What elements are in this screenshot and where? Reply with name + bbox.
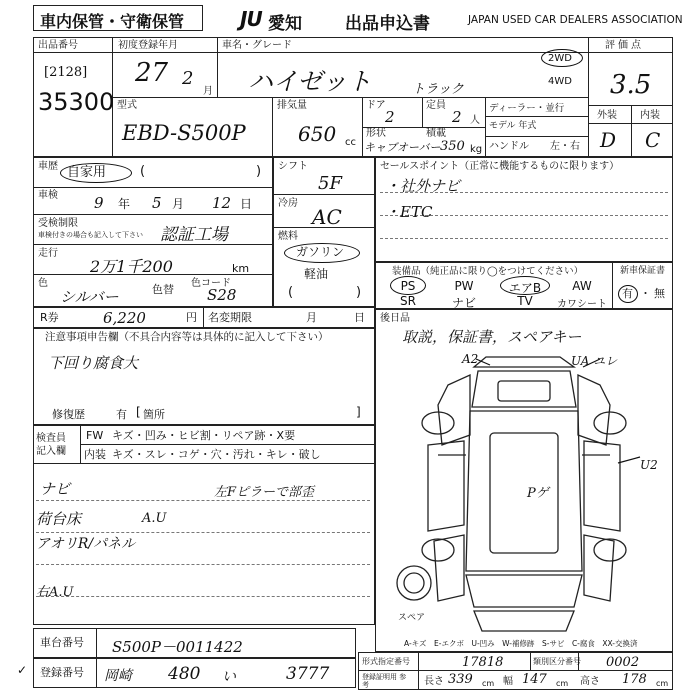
inspector-note-pillar: 左Fピラーで部歪	[214, 485, 315, 500]
fuel-gasoline[interactable]: ガソリン	[296, 245, 345, 259]
model-year-label: モデル 年式	[489, 121, 537, 131]
length-value: 339	[448, 672, 473, 687]
chassis-value: S500P－0011422	[112, 638, 243, 656]
capacity-value: 2	[452, 108, 462, 126]
equip-navi[interactable]: ナビ	[451, 296, 476, 310]
history-label: 車歴	[38, 161, 58, 172]
name-change-month: 月	[306, 311, 317, 324]
registration-label: 初度登録年月	[118, 40, 178, 51]
storage-title: 車内保管・守衛保管	[40, 12, 185, 31]
recycle-frame	[33, 307, 375, 328]
equip-airbag-circle	[500, 276, 550, 295]
exterior-grade: D	[600, 128, 617, 152]
attachments-label: 後日品	[380, 313, 410, 324]
inspector-note-au: A.U	[142, 511, 167, 526]
width-label: 幅	[503, 676, 513, 687]
inspector-row2-head: 内装	[84, 448, 106, 461]
chassis-label: 車台番号	[40, 636, 84, 649]
width-unit: cm	[556, 679, 569, 688]
load-label: 積載	[426, 128, 446, 139]
recycle-label: R券	[40, 311, 59, 324]
interior-grade: C	[645, 128, 661, 152]
inspection-year-unit: 年	[118, 197, 131, 211]
inspection-label: 車検	[38, 190, 58, 201]
color-code-value: S28	[207, 286, 237, 304]
equip-seat[interactable]: カワシート	[557, 299, 607, 310]
association-name: JAPAN USED CAR DEALERS ASSOCIATION	[468, 14, 683, 26]
model-no-value: 17818	[462, 655, 504, 670]
shape-value: キャブオーバー	[364, 141, 441, 154]
plate-number: 480	[168, 664, 201, 684]
drive-2wd[interactable]: 2WD	[548, 53, 572, 64]
equip-tv[interactable]: TV	[517, 294, 533, 308]
load-unit: kg	[470, 144, 483, 155]
inspection-month: 5	[152, 194, 162, 212]
inspector-row1: キズ・凹み・ヒビ割・リペア跡・X要	[112, 429, 296, 442]
logo-text: 愛知	[268, 14, 302, 34]
capacity-unit: 人	[470, 115, 480, 126]
model-label: 車名・グレード	[222, 40, 292, 51]
spare-label: スペア	[398, 613, 426, 623]
inspector-note-bed: 荷台床	[36, 510, 82, 528]
history-value: 自家用	[67, 165, 107, 180]
inspection-month-unit: 月	[172, 197, 185, 211]
receiving-value: 認証工場	[160, 225, 228, 245]
notes-label: 注意事項申告欄（不具合内容等は具体的に記入して下さい）	[45, 331, 329, 343]
displacement-label: 排気量	[277, 100, 307, 111]
shift-label: シフト	[278, 161, 308, 172]
selling-point-1: ・社外ナビ	[385, 177, 461, 195]
damage-label-front-right: UA ユレ	[571, 354, 618, 368]
cooling-label: 冷房	[278, 198, 298, 209]
rating-score: 3.5	[610, 70, 652, 100]
damage-label-front-left: A2	[462, 352, 479, 366]
type-label: 型式	[117, 100, 137, 111]
repair-value: 有	[116, 408, 127, 421]
shape-label: 形状	[366, 128, 386, 139]
registration-year: 27	[135, 58, 169, 88]
repair-label: 修復歴	[52, 408, 85, 421]
car-diagram	[378, 345, 670, 640]
inspection-year: 9	[94, 194, 104, 212]
inspector-note-panel: アオリR/パネル	[36, 536, 136, 552]
inspection-day-unit: 日	[240, 197, 253, 211]
repair-bracket-open: [	[136, 405, 141, 419]
shift-value: 5F	[318, 173, 342, 194]
cert-ref-label: 登録証明用 参考	[362, 673, 407, 689]
equip-aw[interactable]: AW	[572, 279, 592, 293]
selling-points-label: セールスポイント（正常に機能するものに限ります）	[380, 161, 620, 172]
drive-4wd[interactable]: 4WD	[548, 76, 572, 87]
warranty-no[interactable]: 無	[654, 287, 665, 300]
notes-value: 下回り腐食大	[48, 354, 139, 372]
registration-month: 2	[182, 68, 194, 89]
inspector-row1-head: FW	[86, 429, 104, 442]
model-name: ハイゼット	[248, 67, 372, 96]
fuel-label: 燃料	[278, 231, 298, 242]
color-label: 色	[38, 278, 48, 289]
history-paren-open: (	[140, 164, 146, 179]
plate-serial: 3777	[286, 664, 330, 684]
equip-pw[interactable]: PW	[454, 279, 474, 293]
displacement-value: 650	[298, 122, 337, 146]
mileage-value: 2万1千200	[90, 257, 173, 276]
receiving-note: 車検付きの場合も記入して下さい	[38, 231, 143, 239]
cooling-value: AC	[312, 205, 342, 229]
lot-bracket-number: [2128]	[44, 65, 88, 80]
height-unit: cm	[656, 679, 669, 688]
length-unit: cm	[482, 679, 495, 688]
mileage-unit: km	[232, 262, 250, 275]
plate-check: ✓	[17, 663, 28, 677]
model-no-label: 形式指定番号	[362, 657, 410, 666]
warranty-yes[interactable]: 有	[622, 287, 633, 300]
handle-label: ハンドル	[489, 141, 529, 152]
model-grade: トラック	[412, 82, 464, 97]
equip-ps[interactable]: PS	[400, 279, 416, 293]
color-change-label: 色替	[152, 283, 174, 296]
recycle-value: 6,220	[103, 309, 146, 327]
lot-label: 出品番号	[38, 40, 78, 51]
fuel-paren-close: )	[356, 285, 362, 300]
color-value: シルバー	[60, 288, 119, 306]
recycle-unit: 円	[186, 311, 197, 324]
plate-kana: い	[222, 669, 236, 685]
form-title: 出品申込書	[345, 14, 430, 34]
doors-label: ドア	[366, 100, 386, 111]
class-no-label: 類別区分番号	[533, 657, 581, 666]
equipment-label: 装備品（純正品に限り◯をつけてください）	[392, 266, 584, 277]
dealer-label: ディーラー・並行	[489, 103, 565, 114]
selling-point-2: ・ETC	[385, 203, 433, 221]
name-change-label: 名変期限	[208, 311, 252, 324]
exterior-label: 外装	[597, 110, 617, 121]
displacement-unit: cc	[345, 137, 356, 148]
inspector-label-bottom: 記入欄	[36, 446, 66, 457]
lot-number: 35300	[38, 88, 115, 116]
ju-logo: JU	[240, 7, 262, 31]
handle-options: 左・右	[550, 141, 580, 152]
inspection-day: 12	[212, 194, 232, 212]
equip-airbag[interactable]: エアB	[508, 281, 542, 295]
inspector-note-right-au: 右A.U	[36, 585, 74, 600]
length-label: 長さ	[424, 676, 444, 687]
capacity-label: 定員	[426, 100, 446, 111]
equip-ps-circle	[390, 276, 426, 295]
height-label: 高さ	[580, 676, 600, 687]
type-value: EBD-S500P	[122, 121, 246, 145]
damage-label-bed: Pゲ	[527, 486, 549, 501]
damage-legend: A-キズ E-エクボ U-凹み W-補修跡 S-サビ C-腐食 XX-交換済	[404, 639, 638, 648]
history-paren-close: )	[256, 164, 262, 179]
load-value: 350	[440, 139, 465, 154]
repair-bracket-close: ]	[356, 405, 361, 419]
attachments-value: 取説，保証書，スペアキー	[402, 328, 582, 346]
doors-value: 2	[385, 108, 395, 126]
equip-sr[interactable]: SR	[400, 294, 416, 308]
color-code-label: 色コード	[191, 278, 231, 289]
damage-label-right-side: U2	[640, 458, 658, 472]
receiving-label: 受検制限	[38, 218, 78, 229]
warranty-label: 新車保証書	[620, 266, 666, 276]
plate-label: 登録番号	[40, 666, 84, 679]
interior-label: 内装	[640, 110, 660, 121]
inspector-row2: キズ・スレ・コゲ・穴・汚れ・キレ・破し	[112, 448, 321, 461]
fuel-paren-open: (	[288, 285, 294, 300]
mileage-label: 走行	[38, 248, 58, 259]
plate-region: 岡崎	[104, 668, 132, 684]
width-value: 147	[522, 672, 547, 687]
registration-month-unit: 月	[203, 86, 213, 97]
inspector-note-navi: ナビ	[40, 480, 71, 498]
name-change-day: 日	[354, 311, 365, 324]
class-no-value: 0002	[606, 655, 640, 670]
rating-label: 評価点	[605, 40, 644, 51]
fuel-diesel[interactable]: 軽油	[304, 267, 329, 281]
warranty-sep: ・	[640, 287, 651, 300]
inspector-label-top: 検査員	[36, 433, 66, 444]
height-value: 178	[622, 672, 647, 687]
repair-place: 箇所	[143, 408, 165, 421]
